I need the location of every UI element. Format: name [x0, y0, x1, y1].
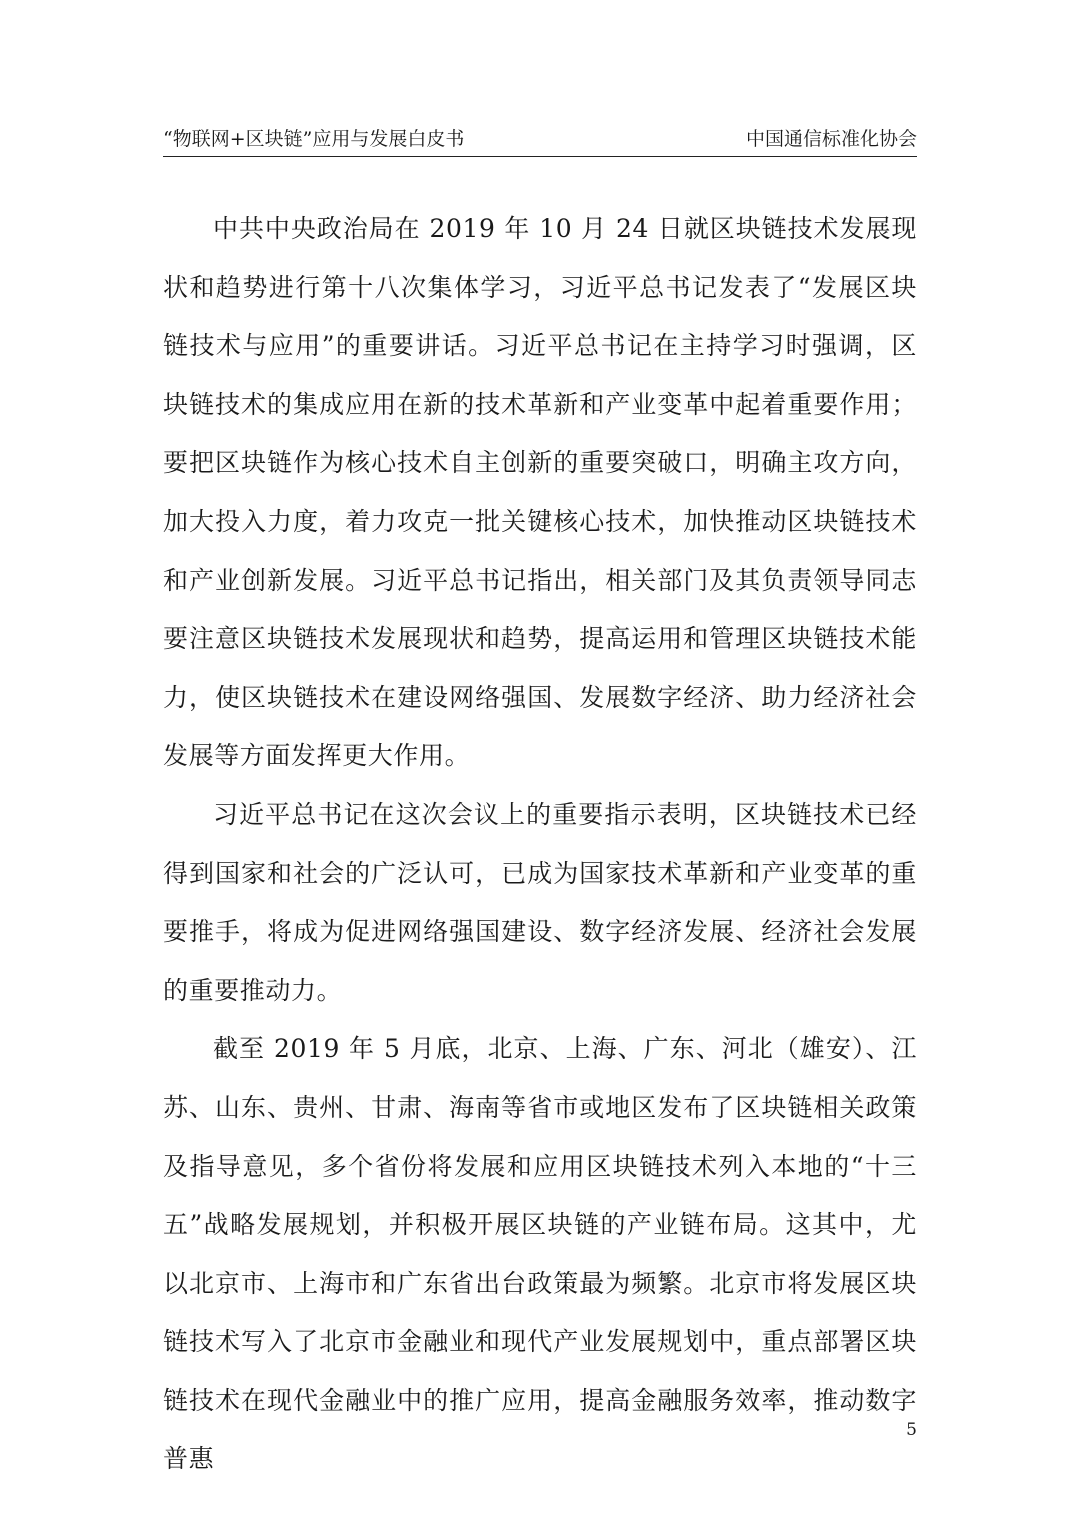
page-number: 5: [906, 1420, 917, 1440]
paragraph-2: 习近平总书记在这次会议上的重要指示表明，区块链技术已经得到国家和社会的广泛认可，已成为国家技术革新和产业变革的重要推手，将成为促进网络强国建设、数字经济发展、经济社会发展的重要推动力。: [163, 799, 917, 1005]
organization-name: 中国通信标准化协会: [745, 128, 917, 150]
paragraph-1: 中共中央政治局在 2019 年 10 月 24 日就区块链技术发展现状和趋势进行第十八次集体学习，习近平总书记发表了“发展区块链技术与应用”的重要讲话。习近平总书记在主持学习时强调，区块链技术的集成应用在新的技术革新和产业变革中起着重要作用；要把区块链作为核心技术自主创新的重要突破口，明确主攻方向，加大投入力度，着力攻克一批关键核心技术，加快推动区块链技术和产业创新发展。习近平总书记指出，相关部门及其负责领导同志要注意区块链技术发展现状和趋势，提高运用和管理区块链技术能力，使区块链技术在建设网络强国、发展数字经济、助力经济社会发展等方面发挥更大作用。: [163, 214, 917, 771]
paragraph-3: 截至 2019 年 5 月底，北京、上海、广东、河北（雄安）、江苏、山东、贵州、甘肃、海南等省市或地区发布了区块链相关政策及指导意见，多个省份将发展和应用区块链技术列入本地的“十三五”战略发展规划，并积极开展区块链的产业链布局。这其中，尤以北京市、上海市和广东省出台政策最为频繁。北京市将发展区块链技术写入了北京市金融业和现代产业发展规划中，重点部署区块链技术在现代金融业中的推广应用，提高金融服务效率，推动数字普惠: [163, 1034, 917, 1474]
body-text: [163, 200, 917, 1489]
header-divider: [163, 156, 917, 157]
running-header: [163, 126, 917, 156]
document-title: “物联网+区块链”应用与发展白皮书: [163, 128, 465, 150]
